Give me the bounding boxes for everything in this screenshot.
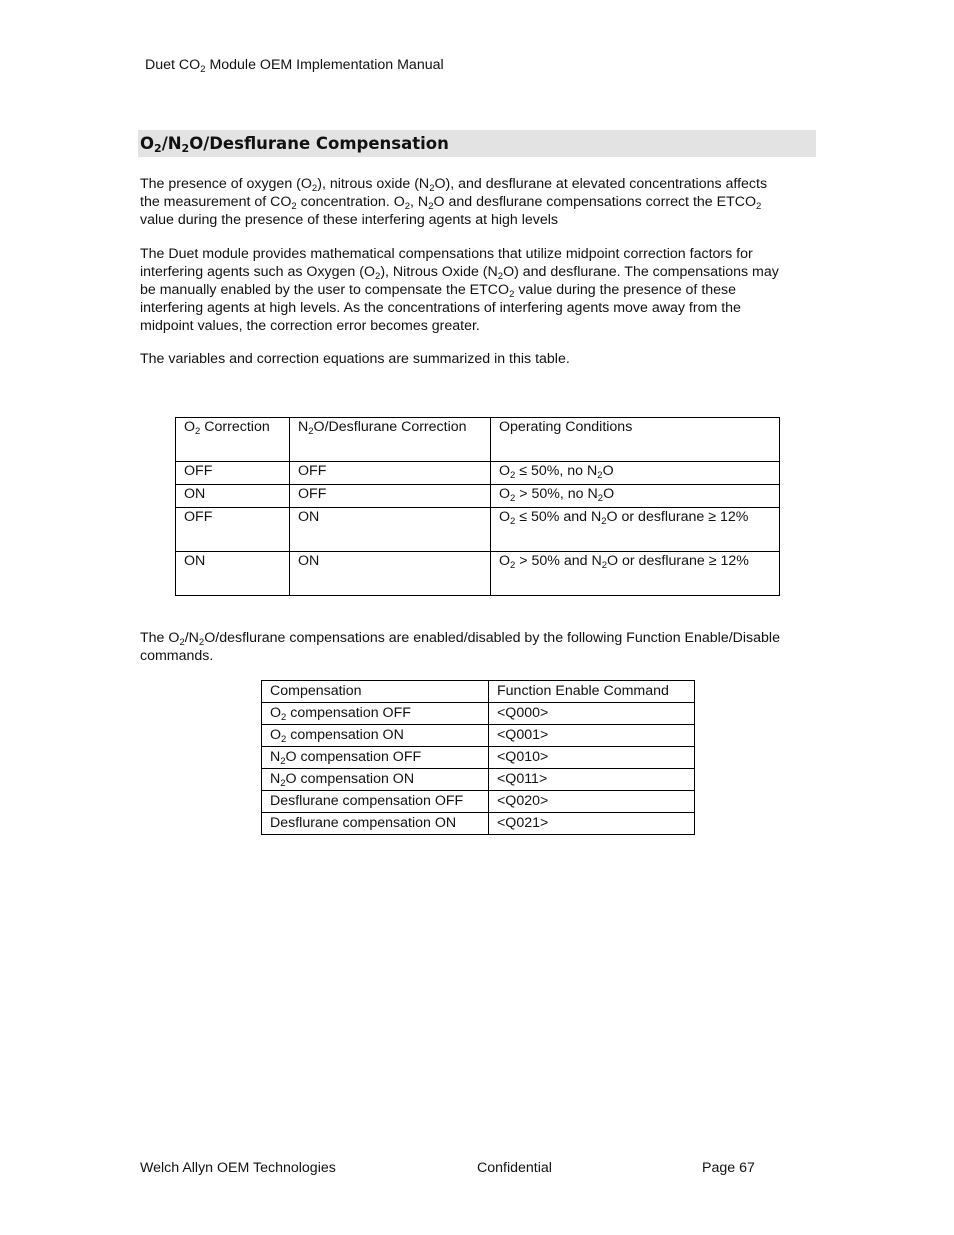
table-row bbox=[176, 508, 780, 552]
paragraph-line: The variables and correction equations are summarized in this table. bbox=[140, 351, 570, 367]
operating-condition-cell: $O_2 \le 50\%$, no $N_2O$ bbox=[491, 462, 780, 485]
paragraph-line: The $O_2/N_2O$/desflurane compensations are enabled/disabled by the following Function Enable/Disable bbox=[140, 630, 780, 648]
n2o-correction-cell: OFF bbox=[290, 485, 491, 508]
table-row bbox=[262, 725, 695, 747]
compensation-cell: Desflurane compensation ON bbox=[262, 813, 489, 835]
table-row bbox=[176, 552, 780, 596]
header-text: Duet CO bbox=[145, 57, 201, 73]
table-header-row bbox=[176, 418, 780, 462]
paragraph-line: interfering agents at high levels. As the concentrations of interfering agents move away from the bbox=[140, 300, 741, 316]
o2-correction-cell: ON bbox=[176, 552, 290, 596]
footer-company: Welch Allyn OEM Technologies bbox=[140, 1160, 336, 1176]
footer-confidential: Confidential bbox=[477, 1160, 552, 1176]
operating-condition-cell: $O_2 > 50\%$, no $N_2O$ bbox=[491, 485, 780, 508]
n2o-correction-cell: OFF bbox=[290, 462, 491, 485]
table-row bbox=[262, 747, 695, 769]
header-subscript: 2 bbox=[200, 64, 206, 75]
paragraph-line: interfering agents such as Oxygen $(O_2)$, Nitrous Oxide $(N_2O)$ and desflurane. The compensations may bbox=[140, 264, 779, 282]
paragraph-line: value during the presence of these interfering agents at high levels bbox=[140, 212, 559, 228]
paragraph-commands-intro bbox=[140, 629, 816, 665]
paragraph-compensations bbox=[140, 245, 816, 335]
paragraph-line: be manually enabled by the user to compensate the $ETCO_2$ value during the presence of these bbox=[140, 282, 737, 300]
command-cell: <Q001> bbox=[489, 725, 695, 747]
table-row bbox=[262, 791, 695, 813]
paragraph-line: The presence of oxygen $(O_2)$, nitrous oxide $(N_2O)$, and desflurane at elevated concentrations affects bbox=[140, 176, 768, 194]
compensation-cell: Desflurane compensation OFF bbox=[262, 791, 489, 813]
command-cell: <Q011> bbox=[489, 769, 695, 791]
table-row bbox=[262, 703, 695, 725]
table-header-row bbox=[262, 681, 695, 703]
table-row bbox=[176, 485, 780, 508]
page-header bbox=[145, 57, 444, 73]
o2-correction-cell: ON bbox=[176, 485, 290, 508]
header-cell-o2-correction: $O_2$ Correction bbox=[176, 418, 290, 462]
heading-subscript: 2 bbox=[154, 142, 162, 155]
paragraph-interference bbox=[140, 175, 816, 229]
n2o-correction-cell: ON bbox=[290, 508, 491, 552]
function-enable-commands-table bbox=[261, 680, 695, 835]
heading-part: O bbox=[140, 134, 155, 153]
table-row bbox=[262, 769, 695, 791]
operating-condition-cell: $O_2 > 50\%$ and $N_2O$ or desflurane ≥ 12% bbox=[491, 552, 780, 596]
paragraph-summary bbox=[140, 350, 816, 368]
paragraph-line: commands. bbox=[140, 648, 214, 664]
command-cell: <Q021> bbox=[489, 813, 695, 835]
command-cell: <Q020> bbox=[489, 791, 695, 813]
o2-correction-cell: OFF bbox=[176, 508, 290, 552]
header-cell-n2o-correction: $N_2O$/Desflurane Correction bbox=[290, 418, 491, 462]
header-text-rest: Module OEM Implementation Manual bbox=[205, 57, 444, 73]
heading-subscript: 2 bbox=[181, 142, 190, 155]
paragraph-line: the measurement of $CO_2$ concentration. $O_2$, $N_2O$ and desflurane compensations correct the $ETCO_2$ bbox=[140, 194, 762, 212]
compensation-cell: $N_2O$ compensation ON bbox=[262, 769, 489, 791]
heading-part: O/Desflurane Compensation bbox=[189, 134, 449, 153]
compensation-cell: $O_2$ compensation OFF bbox=[262, 703, 489, 725]
correction-conditions-table bbox=[175, 417, 780, 596]
command-cell: <Q000> bbox=[489, 703, 695, 725]
table-row bbox=[262, 813, 695, 835]
header-cell-compensation: Compensation bbox=[262, 681, 489, 703]
section-heading bbox=[138, 130, 816, 157]
paragraph-line: The Duet module provides mathematical compensations that utilize midpoint correction factors for bbox=[140, 246, 753, 262]
operating-condition-cell: $O_2 \le 50\%$ and $N_2O$ or desflurane ≥ 12% bbox=[491, 508, 780, 552]
header-cell-function-enable-command: Function Enable Command bbox=[489, 681, 695, 703]
heading-part: /N bbox=[161, 134, 182, 153]
o2-correction-cell: OFF bbox=[176, 462, 290, 485]
compensation-cell: $O_2$ compensation ON bbox=[262, 725, 489, 747]
table-row bbox=[176, 462, 780, 485]
compensation-cell: $N_2O$ compensation OFF bbox=[262, 747, 489, 769]
n2o-correction-cell: ON bbox=[290, 552, 491, 596]
header-cell-operating-conditions: Operating Conditions bbox=[491, 418, 780, 462]
footer-page-number: Page 67 bbox=[702, 1160, 755, 1176]
command-cell: <Q010> bbox=[489, 747, 695, 769]
paragraph-line: midpoint values, the correction error becomes greater. bbox=[140, 318, 480, 334]
